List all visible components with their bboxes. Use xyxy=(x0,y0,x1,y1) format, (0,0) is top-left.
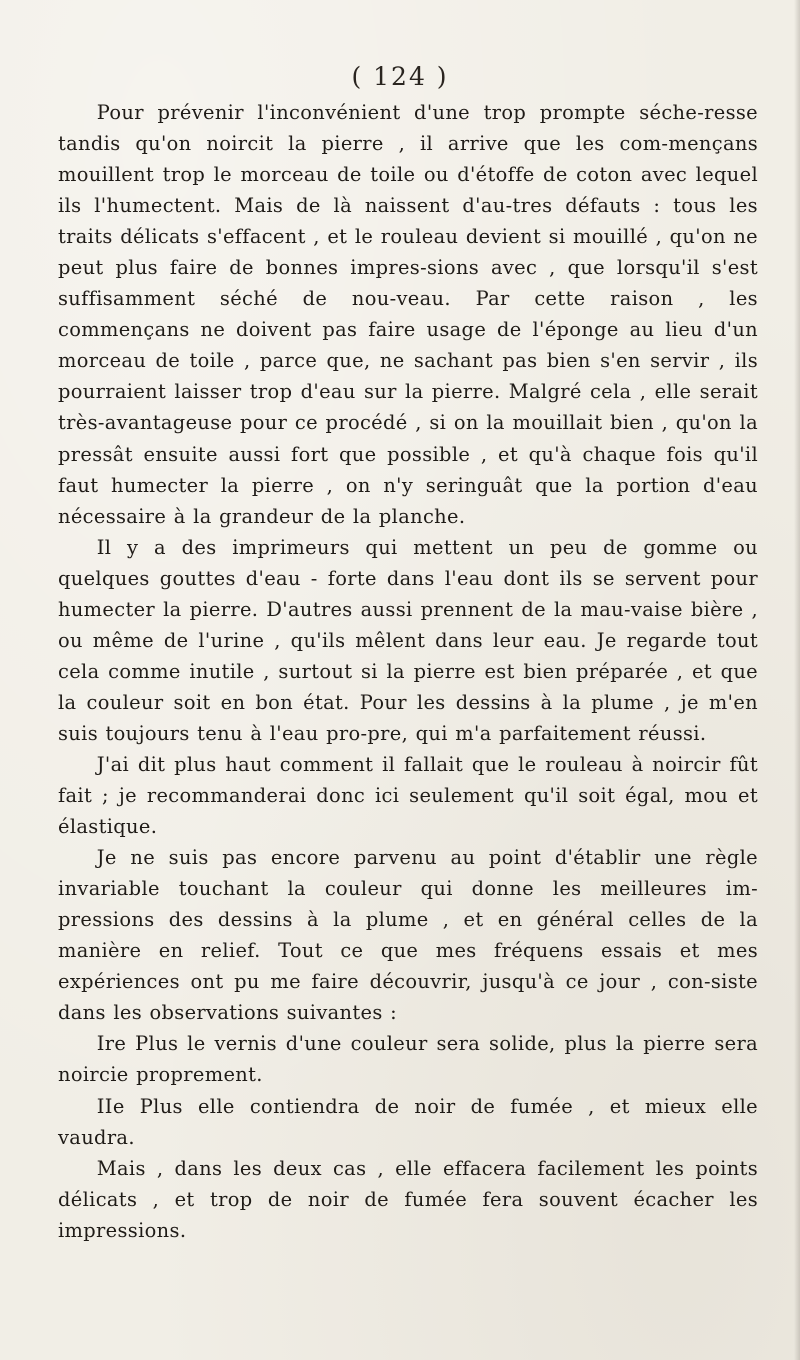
paragraph-3: J'ai dit plus haut comment il fallait que le rouleau à noircir fût fait ; je recommanderai donc ici seulement qu'il soit égal, mou et élastique. xyxy=(58,752,758,839)
page-number: ( 124 ) xyxy=(351,62,449,91)
paragraph-5: Ire Plus le vernis d'une couleur sera solide, plus la pierre sera noircie proprement. xyxy=(58,1032,758,1087)
paragraph-2: Il y a des imprimeurs qui mettent un peu de gomme ou quelques gouttes d'eau - forte dans l'eau dont ils se servent pour humecter la pierre. D'autres aussi prennent de la mau-vaise bière , ou même de l'urine , qu'ils mêlent dans leur eau. Je regarde tout cela comme inutile , surtout si la pierre est bien préparée , et que la couleur soit en bon état. Pour les dessins à la plume , je m'en suis toujours tenu à l'eau pro-pre, qui m'a parfaitement réussi. xyxy=(58,535,758,745)
paragraph-4: Je ne suis pas encore parvenu au point d'établir une règle invariable touchant la couleur qui donne les meilleures im-pressions des dessins à la plume , et en général celles de la manière en relief. Tout ce que mes fréquens essais et mes expériences ont pu me faire découvrir, jusqu'à ce jour , con-siste dans les observations suivantes : xyxy=(58,846,758,1025)
paragraph-1: Pour prévenir l'inconvénient d'une trop prompte séche-resse tandis qu'on noircit la pierre , il arrive que les com-mençans mouillent trop le morceau de toile ou d'étoffe de coton avec lequel ils l'humectent. Mais de là naissent d'au-tres défauts : tous les traits délicats s'effacent , et le rouleau devient si mouillé , qu'on ne peut plus faire de bonnes impres-sions avec , que lorsqu'il s'est suffisamment séché de nou-veau. Par cette raison , les commençans ne doivent pas faire usage de l'éponge au lieu d'un morceau de toile , parce que, ne sachant pas bien s'en servir , ils pourraient laisser trop d'eau sur la pierre. Malgré cela , elle serait très-avantageuse pour ce procédé , si on la mouillait bien , qu'on la pressât ensuite aussi fort que possible , et qu'à chaque fois qu'il faut humecter la pierre , on n'y seringuât que la portion d'eau nécessaire à la grandeur de la planche. xyxy=(58,101,758,528)
paragraph-6: IIe Plus elle contiendra de noir de fumée , et mieux elle vaudra. xyxy=(58,1094,758,1149)
page-edge-shadow xyxy=(794,0,800,1360)
paragraph-7: Mais , dans les deux cas , elle effacera facilement les points délicats , et trop de noir de fumée fera souvent écacher les impressions. xyxy=(58,1156,758,1242)
body-text xyxy=(58,97,758,1246)
